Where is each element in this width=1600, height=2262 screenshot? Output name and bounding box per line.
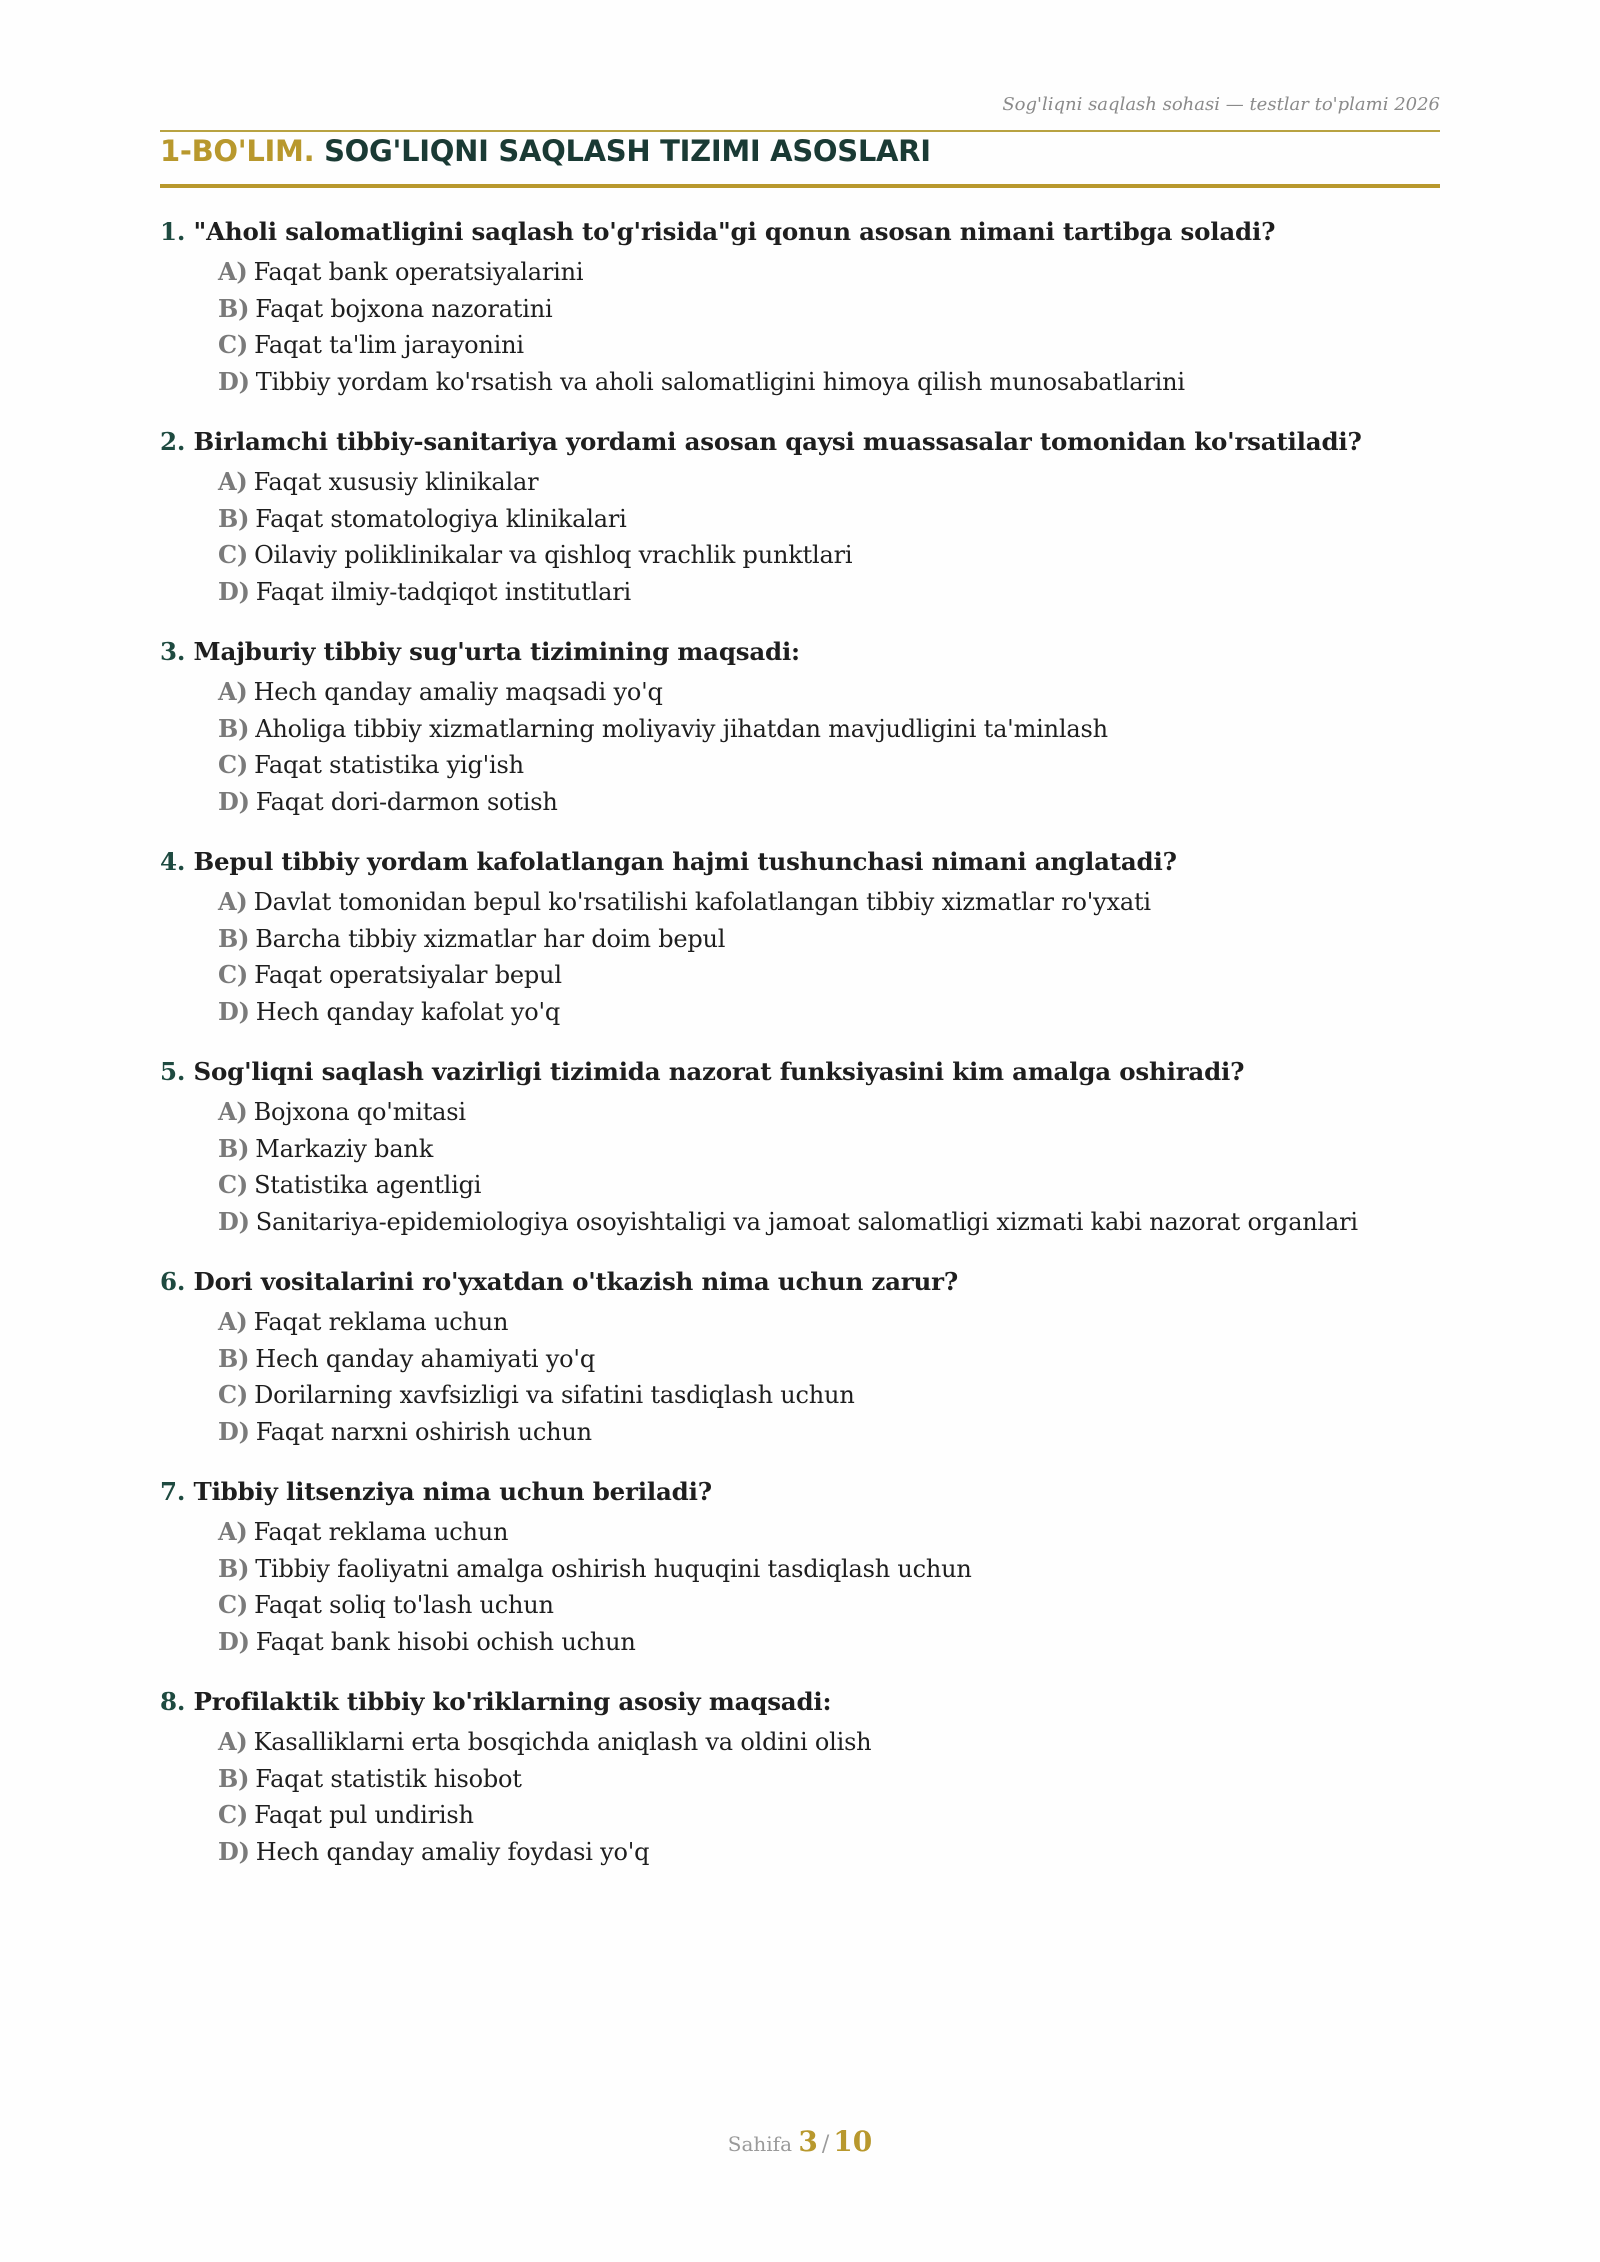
section-title-text: SOG'LIQNI SAQLASH TIZIMI ASOSLARI: [324, 134, 931, 168]
question-body: Majburiy tibbiy sug'urta tizimining maqsadi:: [193, 637, 800, 666]
section-number: 1-BO'LIM.: [160, 134, 315, 168]
option-text: Kasalliklarni erta bosqichda aniqlash va oldini olish: [253, 1728, 872, 1756]
option-text: Markaziy bank: [255, 1134, 434, 1163]
option-text: Faqat reklama uchun: [253, 1308, 509, 1336]
option-letter: B): [218, 1343, 250, 1373]
page-separator: /: [821, 2132, 830, 2157]
question-text: [160, 632, 1460, 674]
answer-option: [218, 574, 1460, 611]
question-text: [160, 842, 1460, 884]
question-6: [160, 1262, 1460, 1472]
option-text: Davlat tomonidan bepul ko'rsatilishi kafolatlangan tibbiy xizmatlar ro'yxati: [253, 888, 1151, 916]
option-letter: B): [218, 1553, 250, 1583]
option-letter: C): [218, 1170, 249, 1199]
answer-option: [218, 1551, 1460, 1588]
option-text: Faqat bank operatsiyalarini: [253, 258, 584, 286]
option-text: Faqat ilmiy-tadqiqot institutlari: [255, 577, 632, 606]
question-body: Profilaktik tibbiy ko'riklarning asosiy maqsadi:: [193, 1687, 832, 1716]
answer-option: [218, 1131, 1460, 1168]
option-text: Tibbiy yordam ko'rsatish va aholi salomatligini himoya qilish munosabatlarini: [255, 367, 1185, 396]
option-text: Faqat statistik hisobot: [255, 1764, 522, 1793]
question-body: Dori vositalarini ro'yxatdan o'tkazish nima uchun zarur?: [193, 1267, 958, 1296]
option-text: Oilaviy poliklinikalar va qishloq vrachlik punktlari: [254, 541, 853, 569]
question-number: 4.: [160, 847, 186, 876]
option-text: Hech qanday ahamiyati yo'q: [255, 1344, 595, 1373]
option-text: Aholiga tibbiy xizmatlarning moliyaviy jihatdan mavjudligini ta'minlash: [255, 714, 1108, 743]
answer-option: [218, 364, 1460, 401]
header-divider: [160, 130, 1440, 132]
answer-option: [218, 994, 1460, 1031]
option-text: Hech qanday kafolat yo'q: [255, 997, 561, 1026]
question-number: 7.: [160, 1477, 186, 1506]
question-8: [160, 1682, 1460, 1892]
question-body: Tibbiy litsenziya nima uchun beriladi?: [193, 1477, 712, 1506]
answer-option: [218, 884, 1460, 921]
answer-option: [218, 537, 1460, 574]
option-letter: B): [218, 713, 250, 743]
option-letter: D): [218, 996, 250, 1026]
option-text: Faqat ta'lim jarayonini: [254, 331, 524, 359]
section-divider: [160, 184, 1440, 188]
section-title: [160, 134, 931, 168]
question-list: [160, 212, 1460, 1892]
page-label: Sahifa: [727, 2132, 792, 2156]
option-text: Hech qanday amaliy maqsadi yo'q: [253, 678, 663, 706]
answer-option: [218, 1167, 1460, 1204]
question-body: Sog'liqni saqlash vazirligi tizimida nazorat funksiyasini kim amalga oshiradi?: [193, 1057, 1245, 1086]
answer-option: [218, 464, 1460, 501]
answer-option: [218, 674, 1460, 711]
answer-option: [218, 291, 1460, 328]
option-text: Faqat bojxona nazoratini: [255, 294, 553, 323]
option-text: Bojxona qo'mitasi: [253, 1098, 466, 1126]
question-number: 6.: [160, 1267, 186, 1296]
option-letter: A): [218, 1097, 248, 1126]
option-letter: C): [218, 960, 249, 989]
option-letter: B): [218, 293, 250, 323]
option-letter: A): [218, 1307, 248, 1336]
answer-option: [218, 1724, 1460, 1761]
option-letter: B): [218, 1133, 250, 1163]
option-letter: A): [218, 257, 248, 286]
option-letter: D): [218, 1206, 250, 1236]
question-text: [160, 1052, 1460, 1094]
answer-option: [218, 711, 1460, 748]
option-text: Faqat stomatologiya klinikalari: [255, 504, 627, 533]
total-pages-number: 10: [833, 2125, 873, 2158]
answer-option: [218, 501, 1460, 538]
answer-option: [218, 747, 1460, 784]
question-number: 3.: [160, 637, 186, 666]
current-page-number: 3: [798, 2125, 818, 2158]
question-text: [160, 1682, 1460, 1724]
option-text: Dorilarning xavfsizligi va sifatini tasdiqlash uchun: [254, 1381, 855, 1409]
running-header: Sog'liqni saqlash sohasi — testlar to'plami 2026: [1002, 94, 1440, 115]
question-text: [160, 212, 1460, 254]
option-letter: D): [218, 1626, 250, 1656]
option-text: Faqat dori-darmon sotish: [255, 787, 558, 816]
answer-option: [218, 1304, 1460, 1341]
option-letter: D): [218, 366, 250, 396]
question-7: [160, 1472, 1460, 1682]
answer-option: [218, 1761, 1460, 1798]
option-text: Faqat reklama uchun: [253, 1518, 509, 1546]
option-letter: C): [218, 540, 249, 569]
answer-option: [218, 1834, 1460, 1871]
question-text: [160, 1262, 1460, 1304]
option-letter: C): [218, 1590, 249, 1619]
answer-option: [218, 1514, 1460, 1551]
option-letter: B): [218, 1763, 250, 1793]
question-body: Bepul tibbiy yordam kafolatlangan hajmi tushunchasi nimani anglatadi?: [193, 847, 1177, 876]
page-footer: [0, 2125, 1600, 2158]
option-text: Faqat operatsiyalar bepul: [254, 961, 562, 989]
question-1: [160, 212, 1460, 422]
option-letter: A): [218, 887, 248, 916]
option-letter: B): [218, 503, 250, 533]
question-text: [160, 1472, 1460, 1514]
question-text: [160, 422, 1460, 464]
answer-option: [218, 1797, 1460, 1834]
option-text: Faqat statistika yig'ish: [254, 751, 524, 779]
option-letter: C): [218, 750, 249, 779]
option-letter: D): [218, 1836, 250, 1866]
question-2: [160, 422, 1460, 632]
answer-option: [218, 327, 1460, 364]
question-number: 1.: [160, 217, 186, 246]
question-3: [160, 632, 1460, 842]
question-5: [160, 1052, 1460, 1262]
answer-option: [218, 1624, 1460, 1661]
question-body: "Aholi salomatligini saqlash to'g'risida"gi qonun asosan nimani tartibga soladi?: [193, 217, 1276, 246]
option-text: Tibbiy faoliyatni amalga oshirish huquqini tasdiqlash uchun: [255, 1554, 972, 1583]
option-letter: A): [218, 677, 248, 706]
option-letter: C): [218, 1800, 249, 1829]
answer-option: [218, 1587, 1460, 1624]
option-text: Faqat soliq to'lash uchun: [254, 1591, 554, 1619]
question-number: 8.: [160, 1687, 186, 1716]
question-number: 2.: [160, 427, 186, 456]
question-number: 5.: [160, 1057, 186, 1086]
option-letter: A): [218, 1727, 248, 1756]
option-text: Hech qanday amaliy foydasi yo'q: [255, 1837, 650, 1866]
option-letter: D): [218, 576, 250, 606]
option-letter: D): [218, 1416, 250, 1446]
answer-option: [218, 1414, 1460, 1451]
question-4: [160, 842, 1460, 1052]
answer-option: [218, 921, 1460, 958]
option-letter: D): [218, 786, 250, 816]
answer-option: [218, 1094, 1460, 1131]
option-text: Sanitariya-epidemiologiya osoyishtaligi va jamoat salomatligi xizmati kabi nazorat organlari: [255, 1207, 1358, 1236]
answer-option: [218, 957, 1460, 994]
answer-option: [218, 1377, 1460, 1414]
option-text: Faqat narxni oshirish uchun: [255, 1417, 592, 1446]
answer-option: [218, 254, 1460, 291]
option-letter: B): [218, 923, 250, 953]
answer-option: [218, 1341, 1460, 1378]
option-letter: C): [218, 330, 249, 359]
option-text: Faqat pul undirish: [254, 1801, 474, 1829]
option-text: Faqat bank hisobi ochish uchun: [255, 1627, 636, 1656]
question-body: Birlamchi tibbiy-sanitariya yordami asosan qaysi muassasalar tomonidan ko'rsatiladi?: [193, 427, 1362, 456]
answer-option: [218, 784, 1460, 821]
option-text: Barcha tibbiy xizmatlar har doim bepul: [255, 924, 726, 953]
answer-option: [218, 1204, 1460, 1241]
option-text: Statistika agentligi: [254, 1171, 482, 1199]
option-letter: A): [218, 467, 248, 496]
option-text: Faqat xususiy klinikalar: [253, 468, 539, 496]
option-letter: C): [218, 1380, 249, 1409]
option-letter: A): [218, 1517, 248, 1546]
